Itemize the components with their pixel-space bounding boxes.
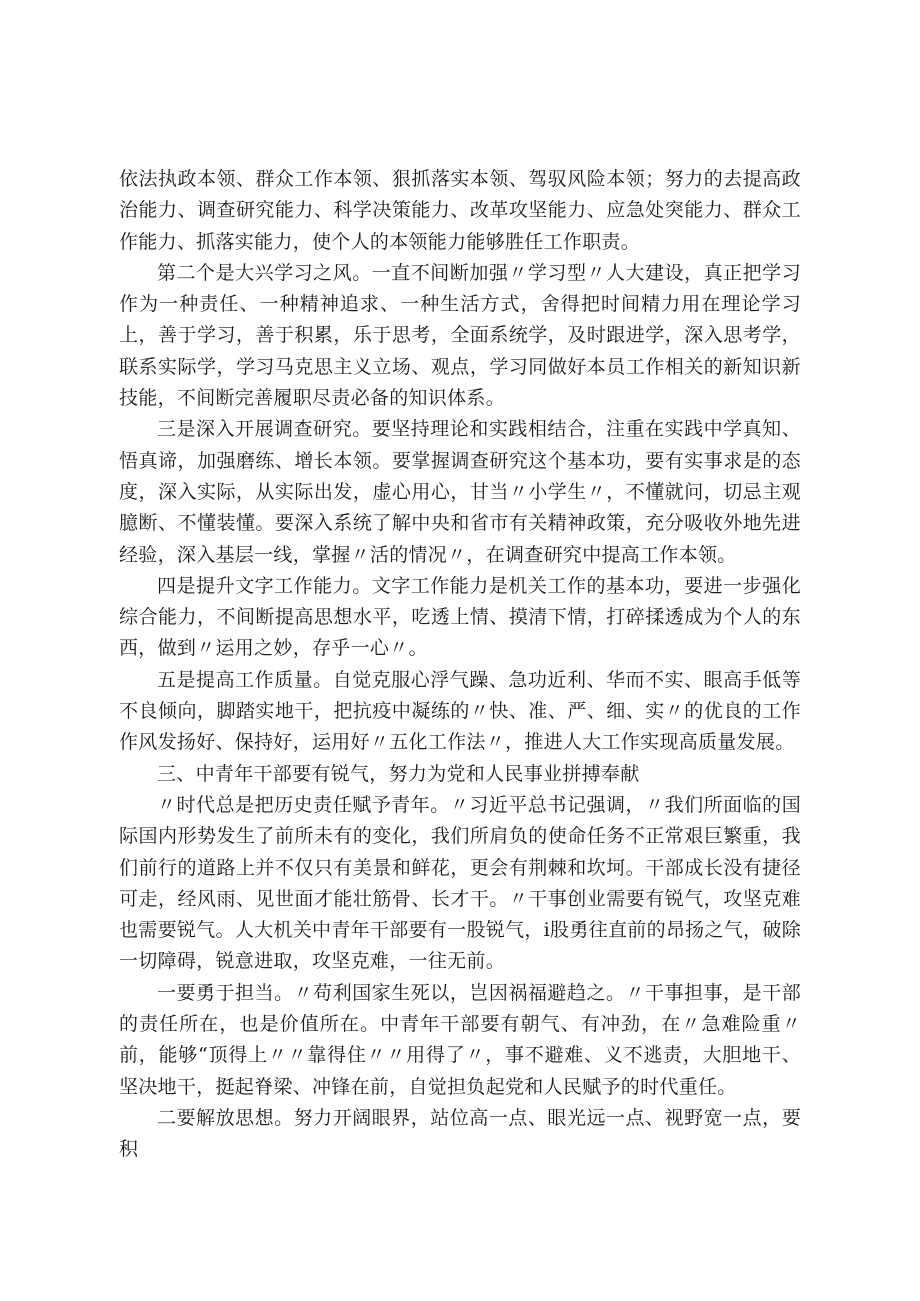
paragraph-work-quality: 五是提高工作质量。自觉克服心浮气躁、急功近利、华而不实、眼高手低等不良倾向，脚踏实地干，把抗疫中凝练的〃快、准、严、细、实〃的优良的工作作风发扬好、保持好，运用好〃五化工作法〃，推进人大工作实现高质量发展。 (119, 668, 801, 754)
paragraph-emancipate-mind: 二要解放思想。努力开阔眼界，站位高一点、眼光远一点、视野宽一点，要积 (119, 1106, 801, 1161)
paragraph-take-responsibility: 一要勇于担当。〃苟利国家生死以，岂因祸福避趋之。〃干事担事，是干部的责任所在，也是价值所在。中青年干部要有朝气、有冲劲，在〃急难险重〃前，能够“顶得上〃〃靠得住〃〃用得了〃，事不避难、义不逃责，大胆地干、坚决地干，挺起脊梁、冲锋在前，自觉担负起党和人民赋予的时代重任。 (119, 981, 801, 1098)
paragraph-writing-ability: 四是提升文字工作能力。文字工作能力是机关工作的基本功，要进一步强化综合能力，不间断提高思想水平，吃透上情、摸清下情，打碎揉透成为个人的东西，做到〃运用之妙，存乎一心〃。 (119, 574, 801, 660)
paragraph-era-responsibility: 〃时代总是把历史责任赋予青年。〃习近平总书记强调，〃我们所面临的国际国内形势发生了前所未有的变化，我们所肩负的使命任务不正常艰巨繁重，我们前行的道路上并不仅只有美景和鲜花，更会有荆棘和坎坷。干部成长没有捷径可走，经风雨、见世面才能壮筋骨、长才干。〃干事创业需要有锐气，攻坚克难也需要锐气。人大机关中青年干部要有一股锐气，i股勇往直前的昂扬之气，破除一切障碍，锐意进取，攻坚克难，一往无前。 (119, 793, 801, 973)
document-body (119, 164, 801, 1166)
section-heading-three: 三、中青年干部要有锐气，努力为党和人民事业拼搏奉献 (157, 762, 640, 785)
paragraph-investigation-research: 三是深入开展调查研究。要坚持理论和实践相结合，注重在实践中学真知、悟真谛，加强磨练、增长本领。要掌握调查研究这个基本功，要有实事求是的态度，深入实际，从实际出发，虚心用心，甘当〃小学生〃，不懂就问，切忌主观臆断、不懂装懂。要深入系统了解中央和省市有关精神政策，充分吸收外地先进经验，深入基层一线，掌握〃活的情况〃，在调查研究中提高工作本领。 (119, 418, 801, 566)
paragraph-study-style: 第二个是大兴学习之风。一直不间断加强〃学习型〃人大建设，真正把学习作为一种责任、一种精神追求、一种生活方式，舍得把时间精力用在理论学习上，善于学习，善于积累，乐于思考，全面系统学，及时跟进学，深入思考学，联系实际学，学习马克思主义立场、观点，学习同做好本员工作相关的新知识新技能，不间断完善履职尽责必备的知识体系。 (119, 261, 801, 410)
paragraph-continued-abilities: 依法执政本领、群众工作本领、狠抓落实本领、驾驭风险本领；努力的去提高政治能力、调查研究能力、科学决策能力、改革攻坚能力、应急处突能力、群众工作能力、抓落实能力，使个人的本领能力能够胜任工作职责。 (119, 168, 801, 253)
